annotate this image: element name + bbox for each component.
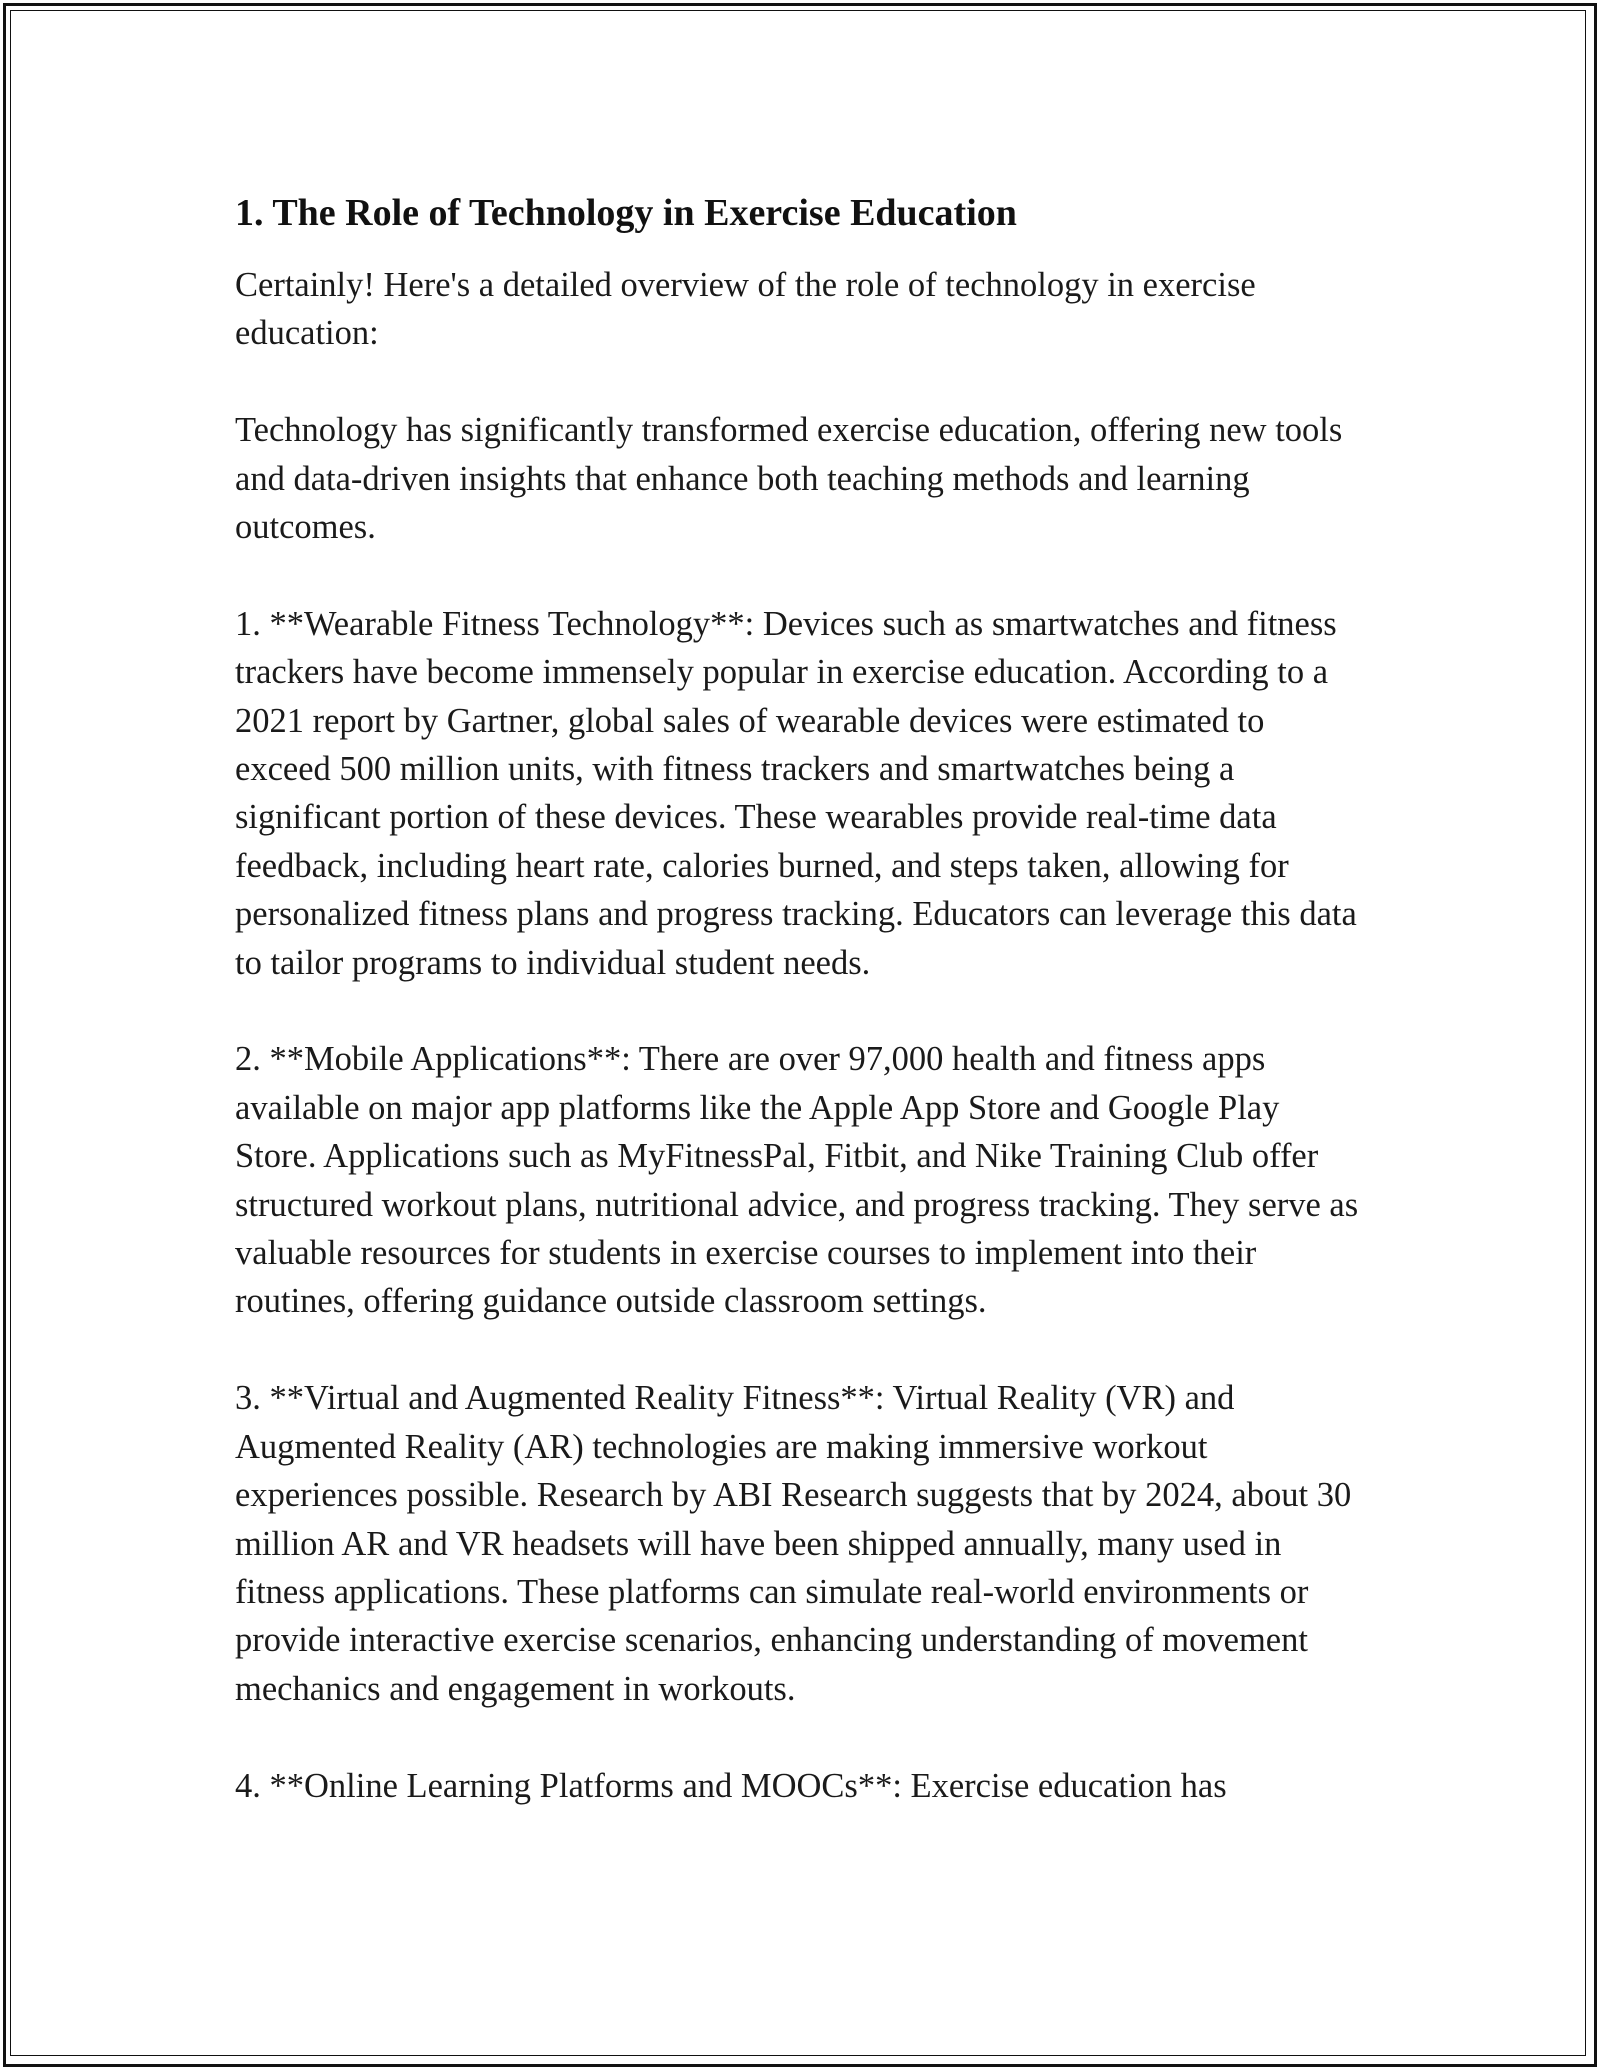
section-heading: 1. The Role of Technology in Exercise Education [235, 192, 1017, 234]
document-body [235, 185, 1365, 1810]
mobile-apps-paragraph: 2. **Mobile Applications**: There are over 97,000 health and fitness apps available on major app platforms like the Apple App Store and Google Play Store. Applications such as MyFitnessPal, Fitbit, and Nike Training Club offer structured workout plans, nutritional advice, and progress tracking. They serve as valuable resources for students in exercise courses to implement into their routines, offering guidance outside classroom settings. [235, 1040, 1359, 1321]
overview-paragraph: Technology has significantly transformed exercise education, offering new tools and data-driven insights that enhance both teaching methods and learning outcomes. [235, 411, 1343, 547]
vr-ar-paragraph: 3. **Virtual and Augmented Reality Fitness**: Virtual Reality (VR) and Augmented Reality (AR) technologies are making immersive workout experiences possible. Research by ABI Research suggests that by 2024, about 30 million AR and VR headsets will have been shipped annually, many used in fitness applications. These platforms can simulate real-world environments or provide interactive exercise scenarios, enhancing understanding of movement mechanics and engagement in workouts. [235, 1379, 1352, 1708]
online-learning-paragraph: 4. **Online Learning Platforms and MOOCs**: Exercise education has [235, 1766, 1227, 1805]
wearables-paragraph: 1. **Wearable Fitness Technology**: Devices such as smartwatches and fitness trackers have become immensely popular in exercise education. According to a 2021 report by Gartner, global sales of wearable devices were estimated to exceed 500 million units, with fitness trackers and smartwatches being a significant portion of these devices. These wearables provide real-time data feedback, including heart rate, calories burned, and steps taken, allowing for personalized fitness plans and progress tracking. Educators can leverage this data to tailor programs to individual student needs. [235, 604, 1357, 982]
intro-paragraph: Certainly! Here's a detailed overview of the role of technology in exercise education: [235, 266, 1256, 353]
